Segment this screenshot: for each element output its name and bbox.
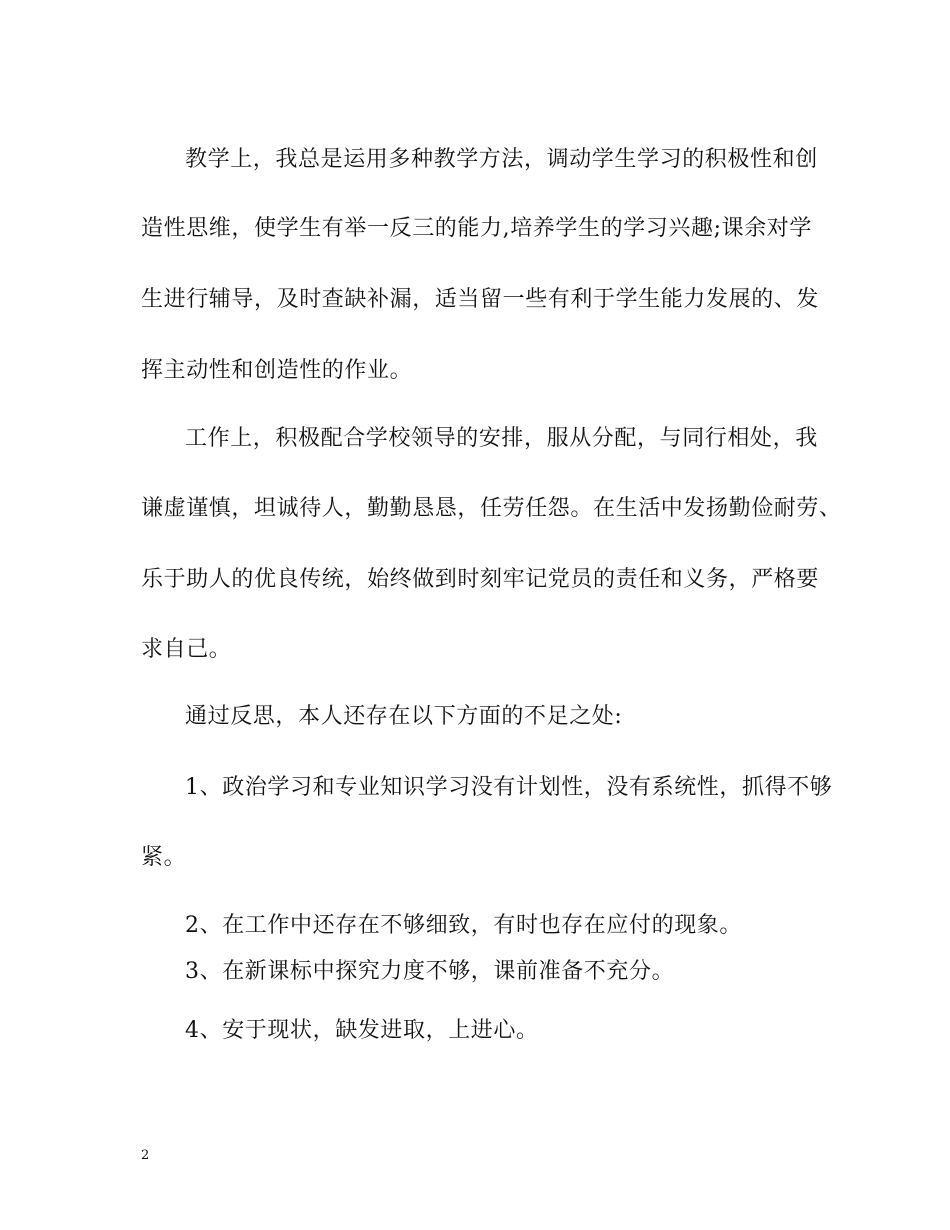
page-number: 2	[141, 1148, 150, 1163]
text-line: 造性思维，使学生有举一反三的能力,培养学生的学习兴趣;课余对学	[141, 216, 813, 241]
text-line: 生进行辅导，及时查缺补漏，适当留一些有利于学生能力发展的、发	[141, 287, 820, 312]
text-line: 挥主动性和创造性的作业。	[141, 358, 413, 383]
text-line: 4、安于现状，缺发进取，上进心。	[185, 1018, 539, 1043]
text-line: 教学上，我总是运用多种教学方法，调动学生学习的积极性和创	[185, 147, 818, 172]
text-line: 乐于助人的优良传统，始终做到时刻牢记党员的责任和义务，严格要	[141, 567, 820, 592]
text-line: 工作上，积极配合学校领导的安排，服从分配，与同行相处，我	[185, 426, 818, 451]
text-line: 1、政治学习和专业知识学习没有计划性，没有系统性，抓得不够	[185, 775, 833, 800]
text-line: 2、在工作中还存在不够细致，有时也存在应付的现象。	[185, 913, 742, 938]
text-line: 3、在新课标中探究力度不够，课前准备不充分。	[185, 959, 675, 984]
text-line: 谦虚谨慎，坦诚待人，勤勤恳恳，任劳任怨。在生活中发扬勤俭耐劳、	[141, 496, 842, 521]
text-line: 求自己。	[141, 637, 232, 662]
text-line: 通过反思，本人还存在以下方面的不足之处:	[185, 704, 623, 729]
text-line: 紧。	[141, 845, 187, 870]
